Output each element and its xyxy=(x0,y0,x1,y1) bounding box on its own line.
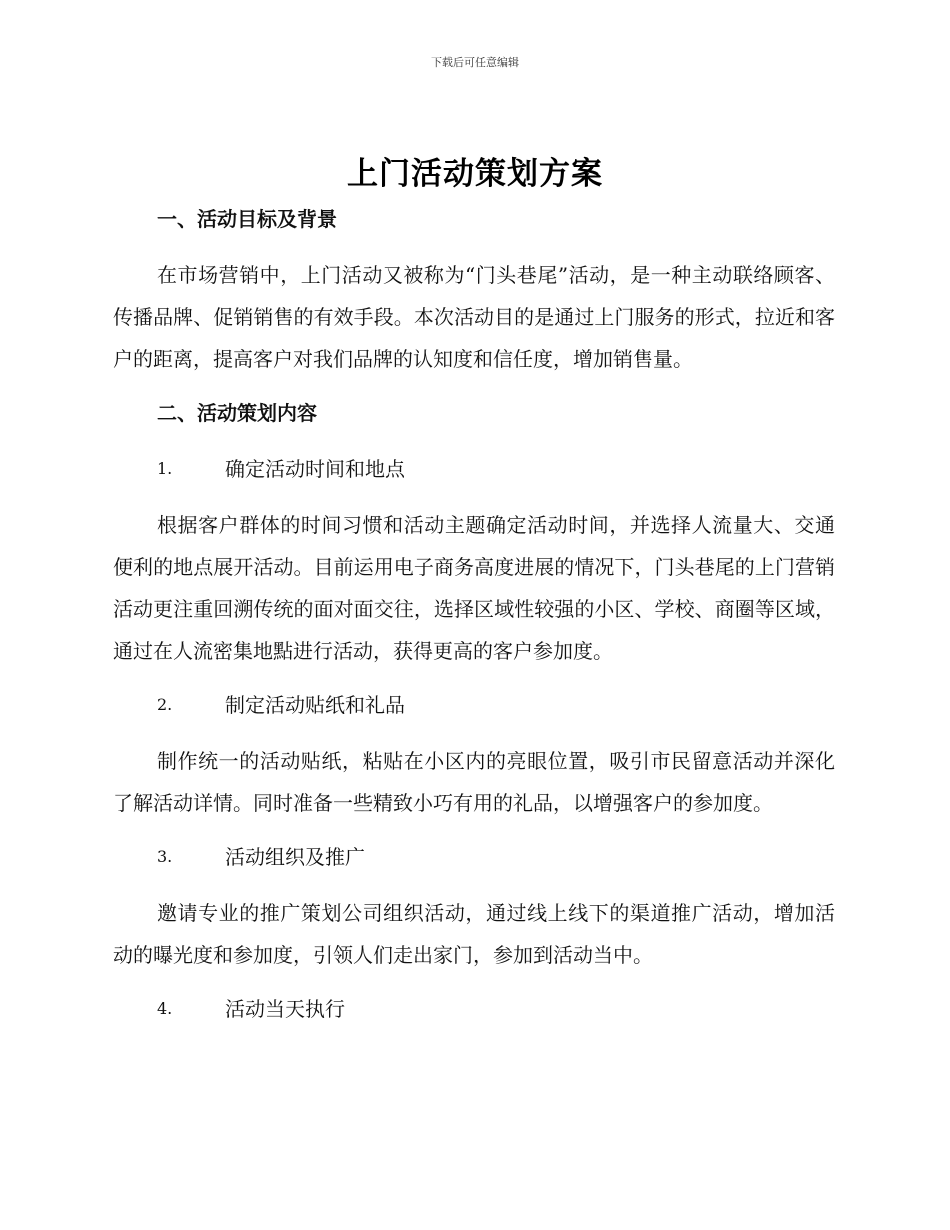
section-paragraph-goals: 在市场营销中，上门活动又被称为“门头巷尾”活动，是一种主动联络顾客、传播品牌、促销销售的有效手段。本次活动目的是通过上门服务的形式，拉近和客户的距离，提高客户对我们品牌的认知度和信任度，增加销售量。 xyxy=(113,263,835,371)
header-note: 下载后可任意编辑 xyxy=(431,56,519,69)
list-item-heading xyxy=(113,448,835,490)
list-item-heading xyxy=(113,836,835,878)
list-item-paragraph: 邀请专业的推广策划公司组织活动，通过线上线下的渠道推广活动，增加活动的曝光度和参加度，引领人们走出家门，参加到活动当中。 xyxy=(113,901,835,967)
document-body xyxy=(113,198,835,1030)
list-item-number: 4. xyxy=(157,999,173,1018)
list-item-number: 3. xyxy=(157,847,173,866)
document-title: 上门活动策划方案 xyxy=(347,156,603,192)
list-item-heading xyxy=(113,684,835,726)
list-item-paragraph: 根据客户群体的时间习惯和活动主题确定活动时间，并选择人流量大、交通便利的地点展开活动。目前运用电子商务高度进展的情况下，门头巷尾的上门营销活动更注重回溯传统的面对面交往，选择区域性较强的小区、学校、商圈等区域，通过在人流密集地點进行活动，获得更高的客户参加度。 xyxy=(113,513,835,663)
section-heading-content: 二、活动策划内容 xyxy=(157,401,317,425)
list-item-title: 活动当天执行 xyxy=(225,997,345,1021)
list-item-title: 活动组织及推广 xyxy=(225,845,365,869)
list-item-title: 制定活动贴纸和礼品 xyxy=(225,693,405,717)
list-item-heading xyxy=(113,988,835,1030)
list-item-paragraph: 制作统一的活动贴纸，粘贴在小区内的亮眼位置，吸引市民留意活动并深化了解活动详情。同时准备一些精致小巧有用的礼品，以增强客户的参加度。 xyxy=(113,749,835,815)
section-heading-goals: 一、活动目标及背景 xyxy=(157,207,337,231)
list-item-title: 确定活动时间和地点 xyxy=(225,457,405,481)
list-item-number: 2. xyxy=(157,695,173,714)
list-item-number: 1. xyxy=(157,459,173,478)
